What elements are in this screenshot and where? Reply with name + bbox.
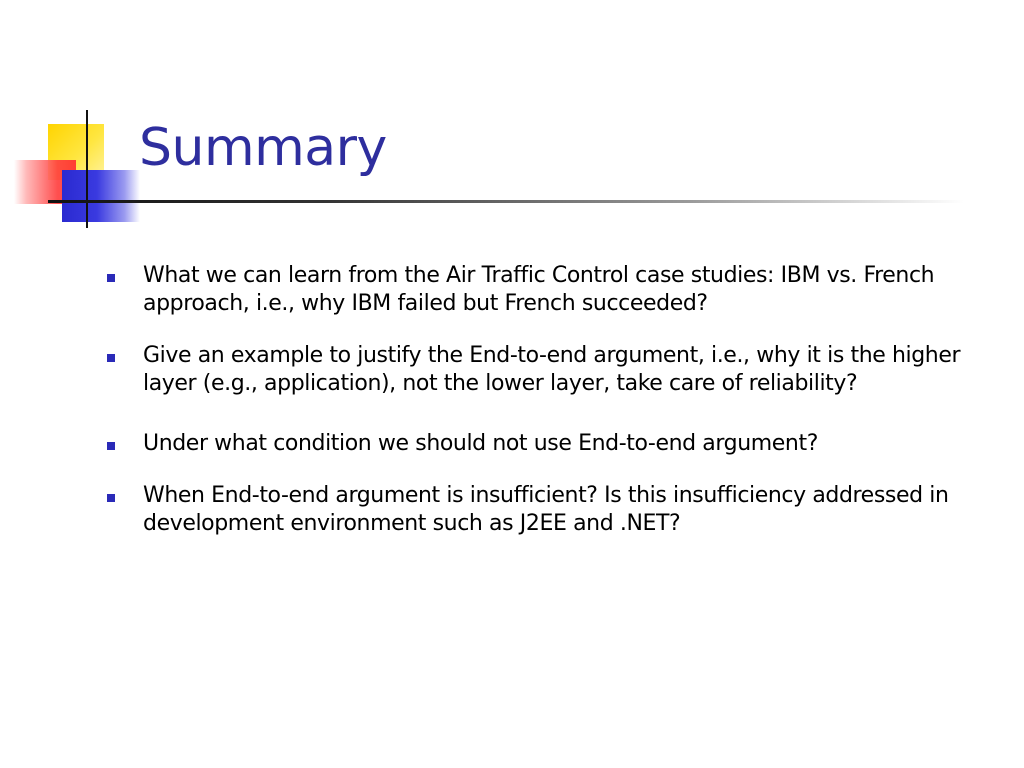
bullet-square-icon xyxy=(107,354,115,362)
bullet-text: Under what condition we should not use End-to-end argument? xyxy=(143,431,818,456)
decorative-squares-logo xyxy=(0,0,160,240)
bullet-text: What we can learn from the Air Traffic Control case studies: IBM vs. French approach, i.e., why IBM failed but French succeeded? xyxy=(143,263,935,316)
bullet-list xyxy=(100,262,980,562)
bullet-item xyxy=(100,482,980,538)
title-underline-rule xyxy=(48,200,964,203)
bullet-text: Give an example to justify the End-to-end argument, i.e., why it is the higher layer (e.g., application), not the lower layer, take care of reliability? xyxy=(143,343,961,396)
bullet-item xyxy=(100,430,980,458)
bullet-text: When End-to-end argument is insufficient? Is this insufficiency addressed in development environment such as J2EE and .NET? xyxy=(143,483,949,536)
bullet-square-icon xyxy=(107,442,115,450)
bullet-item xyxy=(100,262,980,318)
bullet-item xyxy=(100,342,980,398)
blue-square xyxy=(62,170,140,222)
bullet-square-icon xyxy=(107,274,115,282)
bullet-square-icon xyxy=(107,494,115,502)
slide-title: Summary xyxy=(139,118,387,178)
vertical-rule xyxy=(86,110,88,228)
